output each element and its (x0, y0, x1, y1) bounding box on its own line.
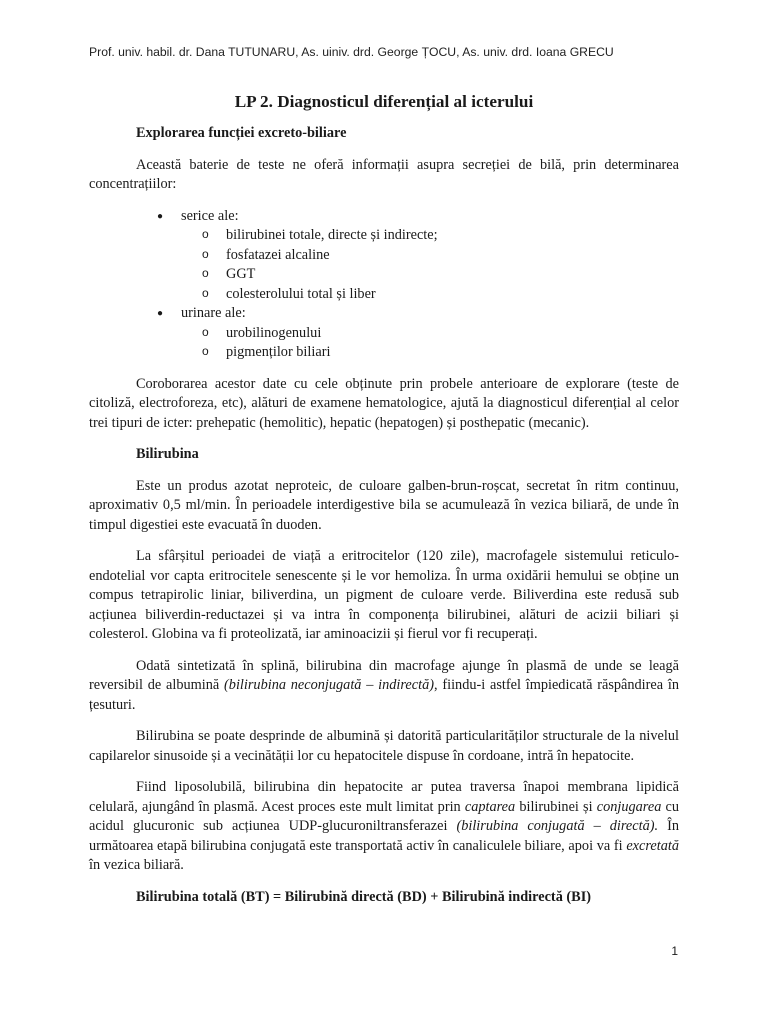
sublist-item: o colesterolului total și liber (181, 285, 679, 305)
sublist-serice (181, 226, 679, 304)
list-item-serice (89, 207, 679, 305)
text-run: în vezica biliară. (89, 857, 184, 873)
italic-term: (bilirubina conjugată – directă). (456, 818, 659, 834)
document-title: LP 2. Diagnosticul diferențial al icterului (234, 92, 534, 111)
sublist-item: o GGT (181, 265, 679, 285)
section-heading-excreto-biliare: Explorarea funcției excreto-biliare (136, 125, 347, 141)
sublist-item: o fosfatazei alcaline (181, 246, 679, 266)
paragraph-conclusion: Coroborarea acestor date cu cele obținute prin probele anterioare de explorare (teste de citoliză, electroforeza, etc), alături de examene hematologice, ajută la diagnosticul diferențial al celor trei tipuri de icter: prehepatic (hemolitic), hepatic (hepatogen) și posthepatic (mecanic). (89, 375, 679, 431)
sublist-item: o bilirubinei totale, directe și indirecte; (181, 226, 679, 246)
paragraph-intro: Această baterie de teste ne oferă informații asupra secreției de bilă, prin determinarea concentrațiilor: (89, 156, 679, 192)
paragraph-bilirubina-1: Este un produs azotat neproteic, de culoare galben-brun-roșcat, secretat în ritm continuu, aproximativ 0,5 ml/min. În perioadele interdigestive bila se acumulează în vezica biliară, de unde în timpul digestiei este evacuată în duoden. (89, 477, 679, 533)
text-run: În următoarea etapă bilirubina conjugată este transportată activ în canaliculele biliare, apoi va fi (89, 818, 680, 854)
text-run: Fiind liposolubilă, bilirubina din hepatocite ar putea traversa înapoi membrana lipidică celulară, ajungând în plasmă. Acest proces este mult limitat prin (89, 779, 679, 815)
list-item-label: serice ale: (181, 207, 239, 224)
list-item-label: urinare ale: (181, 305, 246, 321)
italic-term: conjugarea (596, 798, 662, 815)
page-number: 1 (671, 944, 678, 958)
paragraph-bilirubina-3 (89, 657, 679, 716)
test-list (89, 207, 679, 363)
text-run: bilirubinei și (515, 798, 597, 815)
sublist-urinare (181, 324, 679, 363)
paragraph-bilirubina-4: Bilirubina se poate desprinde de albumină și datorită particularităților structurale de la nivelul capilarelor sinusoide și a vecinătății lor cu hepatocitele dispuse în cordoane, intră în hepatocite. (89, 728, 679, 764)
text-run: Odată sintetizată în splină, bilirubina din macrofage ajunge în plasmă de unde se leagă reversibil de albumină (89, 657, 679, 693)
list-item-urinare (89, 304, 679, 363)
italic-term: (bilirubina neconjugată – indirectă) (224, 677, 434, 693)
sublist-item: o pigmenților biliari (181, 343, 679, 363)
paragraph-bilirubina-2: La sfârșitul perioadei de viață a eritrocitelor (120 zile), macrofagele sistemului reticulo-endotelial vor capta eritrocitele senescente și le vor hemoliza. În urma oxidării hemului se obține un compus tetrapirolic liniar, biliverdina, un pigment de culoare verde. Biliverdina este redusă sub acțiunea biliverdin-reductazei și va intra în componența bilirubinei, alături de acizii biliari și colesterol. Globina va fi proteolizată, iar aminoacizii și fierul vor fi recuperați. (89, 548, 679, 642)
page-header-authors: Prof. univ. habil. dr. Dana TUTUNARU, As. uiniv. drd. George ȚOCU, As. univ. drd. Ioana GRECU (89, 45, 614, 59)
italic-term: captarea (464, 798, 516, 815)
text-run: cu acidul glucuronic sub acțiunea UDP-glucuroniltransferazei (89, 798, 679, 834)
paragraph-bilirubina-5 (89, 778, 679, 876)
formula-bilirubina-totala: Bilirubina totală (BT) = Bilirubină directă (BD) + Bilirubină indirectă (BI) (136, 888, 592, 905)
section-heading-bilirubina: Bilirubina (136, 446, 199, 462)
document-body (89, 124, 679, 907)
sublist-item: o urobilinogenului (181, 324, 679, 344)
italic-term: excretată (626, 837, 679, 854)
text-run: , fiindu-i astfel împiedicată răspândirea în țesuturi. (89, 677, 679, 713)
